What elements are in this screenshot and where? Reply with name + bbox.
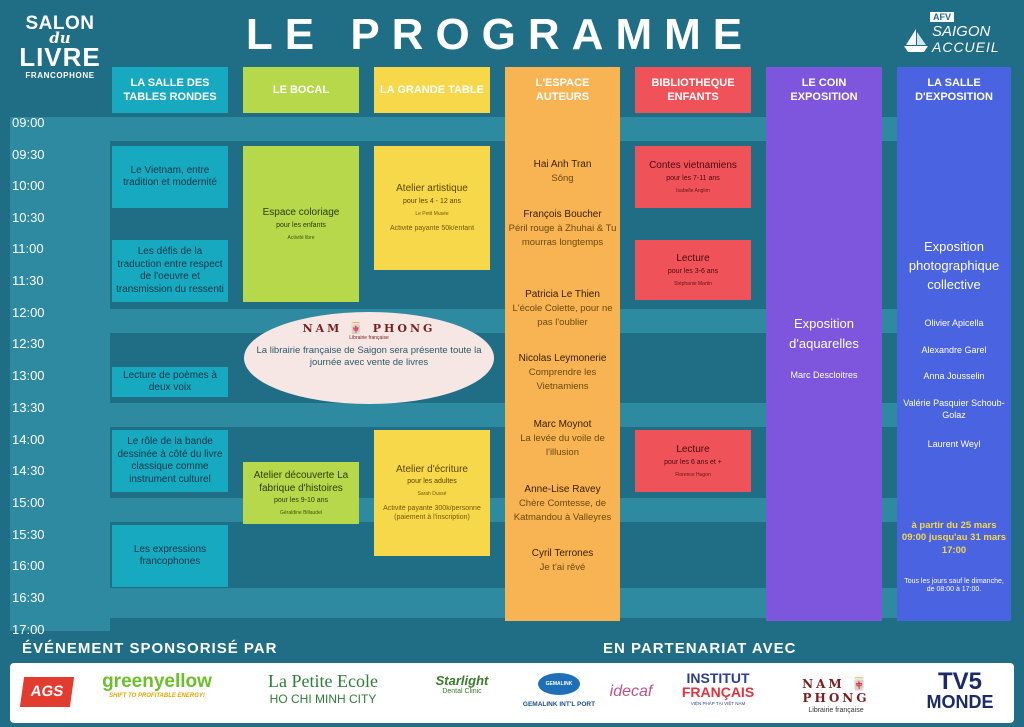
event-host: Activité libre — [287, 234, 315, 241]
column-header-tables-rondes: LA SALLE DES TABLES RONDES — [112, 67, 228, 113]
institut-francais-logo — [670, 671, 766, 706]
namphong-footer-logo — [766, 677, 906, 714]
saigon-accueil-logo — [900, 12, 1010, 56]
event-audience: pour les 6 ans et + — [664, 458, 722, 466]
logo-strip — [10, 663, 1014, 723]
time-label: 12:30 — [12, 336, 45, 351]
author-name: Cyril Terrones — [531, 548, 594, 559]
event-title: Contes vietnamiens — [649, 160, 737, 172]
event-title: Les défis de la traduction entre respect de l'oeuvre et transmission du ressenti — [116, 246, 224, 295]
time-label: 11:00 — [12, 241, 44, 256]
event-title: Lecture — [676, 253, 710, 265]
salle-expo-artist: Anna Jousselin — [923, 371, 985, 381]
salle-expo-dates: à partir du 25 mars 09:00 jusqu'au 31 mars 17:00 — [901, 520, 1007, 556]
author-entry — [505, 417, 620, 461]
event-audience: pour les adultes — [407, 478, 457, 486]
institut-line2: FRANÇAIS — [681, 684, 755, 700]
greenyellow-wordmark: greenyellow — [102, 671, 212, 692]
time-label: 12:00 — [12, 305, 45, 320]
author-entry — [505, 546, 620, 575]
namphong-text: La librairie française de Saigon sera présente toute la journée avec vente de livres — [256, 345, 482, 369]
event-host: Stéphanie Martin — [674, 280, 712, 287]
event-host: Le Petit Musée — [415, 210, 449, 217]
coin-expo-artist: Marc Descloitres — [790, 370, 858, 380]
event-title: Les expressions francophones — [133, 543, 207, 567]
time-label: 15:30 — [12, 527, 45, 542]
column-header-bocal: LE BOCAL — [243, 67, 359, 113]
time-label: 10:30 — [12, 210, 45, 225]
event-block — [243, 462, 359, 524]
time-label: 16:30 — [12, 590, 45, 605]
event-title: Espace coloriage — [262, 207, 340, 219]
logo-accueil: ACCUEIL — [932, 39, 1000, 55]
tv5monde-logo — [914, 668, 1006, 712]
author-entry — [505, 157, 620, 186]
namphong-subtitle: Librairie française — [349, 335, 389, 341]
event-block — [374, 430, 490, 556]
author-name: Anne-Lise Ravey — [524, 484, 601, 495]
gemalink-logo — [520, 673, 598, 708]
event-title: Lecture de poèmes à deux voix — [123, 369, 217, 393]
salle-expo-artist: Alexandre Garel — [921, 345, 987, 355]
event-price: Activité payante 50k/enfant — [389, 224, 475, 232]
petite-ecole-logo — [238, 671, 408, 706]
event-host: Sarah Dussé — [417, 491, 447, 498]
event-audience: pour les enfants — [276, 221, 326, 229]
starlight-line1: Starlight — [435, 673, 489, 688]
salle-expo-hours: Tous les jours sauf le dimanche, de 08:00 à 17:00. — [904, 578, 1004, 594]
namphong-logo: NAM 🀄 PHONG — [302, 322, 436, 335]
starlight-line2: Dental Clinic — [442, 688, 482, 695]
logo-line-du: du — [49, 29, 71, 47]
namphong-footer-wordmark: NAM 🀄 PHONG — [802, 677, 870, 705]
author-entry — [505, 207, 620, 251]
institut-line1: INSTITUT — [686, 670, 750, 686]
time-label: 14:30 — [12, 463, 45, 478]
ship-icon — [902, 26, 930, 54]
event-price: Activité payante 300k/personne (paiement à l'inscription) — [383, 505, 481, 521]
time-label: 10:00 — [12, 178, 45, 193]
greenyellow-tagline: SHIFT TO PROFITABLE ENERGY! — [109, 693, 205, 699]
tv5-line2: MONDE — [926, 691, 994, 712]
event-title: Lecture — [676, 444, 710, 456]
afv-badge: AFV — [930, 12, 954, 22]
event-block — [112, 240, 228, 302]
gemalink-text: GEMALINK INT'L PORT — [522, 701, 596, 708]
salle-expo-title: Exposition photographique collective — [908, 239, 1000, 292]
author-book: La levée du voile de l'illusion — [520, 433, 605, 459]
event-block — [243, 146, 359, 302]
namphong-footer-sub: Librairie française — [808, 707, 864, 714]
coin-exposition-column — [766, 113, 882, 621]
event-audience: pour les 7-11 ans — [666, 174, 720, 182]
event-block — [112, 367, 228, 397]
header — [0, 0, 1024, 80]
column-header-espace-auteurs: L'ESPACE AUTEURS — [505, 67, 620, 113]
event-host: Géraldine Billaudel — [280, 510, 322, 516]
event-title: Atelier découverte La fabrique d'histoires — [253, 470, 349, 494]
gemalink-badge: GEMALINK — [538, 673, 580, 695]
event-title: Atelier artistique — [396, 183, 468, 195]
column-header-coin-exposition: LE COIN EXPOSITION — [766, 67, 882, 113]
column-header-salle-exposition: LA SALLE D'EXPOSITION — [897, 67, 1011, 113]
event-block — [112, 525, 228, 587]
time-label: 09:00 — [12, 115, 45, 130]
page-title: LE PROGRAMME — [245, 10, 755, 59]
event-block — [112, 430, 228, 492]
time-label: 16:00 — [12, 558, 45, 573]
time-label: 13:30 — [12, 400, 45, 415]
event-audience: pour les 4 - 12 ans — [403, 197, 461, 205]
idecaf-logo: idecaf — [609, 683, 653, 700]
author-book: Je t'ai rêvé — [539, 562, 586, 573]
salle-expo-artist: Laurent Weyl — [927, 439, 981, 449]
author-entry — [505, 351, 620, 395]
event-block — [374, 146, 490, 270]
column-header-bibliotheque-enfants: BIBLIOTHEQUE ENFANTS — [635, 67, 751, 113]
event-block — [635, 146, 751, 208]
namphong-announcement — [244, 312, 494, 404]
time-label: 15:00 — [12, 495, 45, 510]
sponsor-heading: ÉVÉNEMENT SPONSORISÉ PAR — [22, 640, 278, 657]
logo-line-francophone: FRANCOPHONE — [25, 71, 95, 80]
author-entry — [505, 287, 620, 331]
author-name: Patricia Le Thien — [525, 289, 600, 300]
salon-du-livre-logo — [14, 14, 106, 80]
event-audience: pour les 3-6 ans — [667, 267, 719, 275]
event-audience: pour les 9-10 ans — [273, 497, 329, 504]
starlight-logo — [412, 673, 512, 695]
author-name: Marc Moynot — [533, 419, 592, 430]
event-host: Isabelle Anglim — [676, 187, 710, 194]
footer — [0, 636, 1024, 727]
coin-expo-title: Exposition d'aquarelles — [789, 316, 859, 351]
institut-sub: VIỆN PHÁP TẠI VIỆT NAM — [690, 701, 746, 706]
event-block — [112, 146, 228, 208]
column-header-grande-table: LA GRANDE TABLE — [374, 67, 490, 113]
event-block — [635, 430, 751, 492]
greenyellow-logo — [82, 671, 232, 699]
event-host: Florence Hugon — [675, 471, 711, 478]
time-label: 14:00 — [12, 432, 45, 447]
event-title: Atelier d'écriture — [396, 463, 468, 475]
time-label: 11:30 — [12, 273, 44, 288]
event-block — [635, 240, 751, 300]
event-title: Le Vietnam, entre tradition et modernité — [123, 164, 217, 188]
tv5-line1: TV5 — [937, 668, 982, 695]
logo-line-salon: SALON — [25, 13, 95, 34]
partner-heading: EN PARTENARIAT AVEC — [603, 640, 797, 657]
author-book: Péril rouge à Zhuhai & Tu mourras longtemps — [508, 223, 617, 249]
ags-logo: AGS — [20, 677, 74, 707]
author-entry — [505, 482, 620, 526]
time-label: 17:00 — [12, 622, 45, 637]
logo-line-livre: LIVRE — [19, 42, 101, 72]
author-book: L'école Colette, pour ne pas l'oublier — [512, 303, 613, 329]
salle-expo-artist: Valérie Pasquier Schoub-Golaz — [903, 398, 1005, 420]
time-label: 09:30 — [12, 147, 45, 162]
event-title: Le rôle de la bande dessinée à côté du livre classique comme instrument culturel — [117, 436, 223, 485]
petite-ecole-line2: HO CHI MINH CITY — [269, 692, 377, 706]
author-book: Sông — [551, 173, 574, 184]
author-book: Comprendre les Vietnamiens — [528, 367, 597, 393]
author-name: Hai Anh Tran — [533, 159, 592, 170]
author-book: Chère Comtesse, de Katmandou à Valleyres — [513, 498, 612, 524]
logo-saigon: SAIGON — [932, 23, 991, 40]
author-name: Nicolas Leymonerie — [518, 353, 607, 364]
time-label: 13:00 — [12, 368, 45, 383]
salle-expo-artist: Olivier Apicella — [924, 318, 984, 328]
author-name: François Boucher — [523, 209, 602, 220]
petite-ecole-line1: La Petite Ecole — [268, 671, 378, 691]
